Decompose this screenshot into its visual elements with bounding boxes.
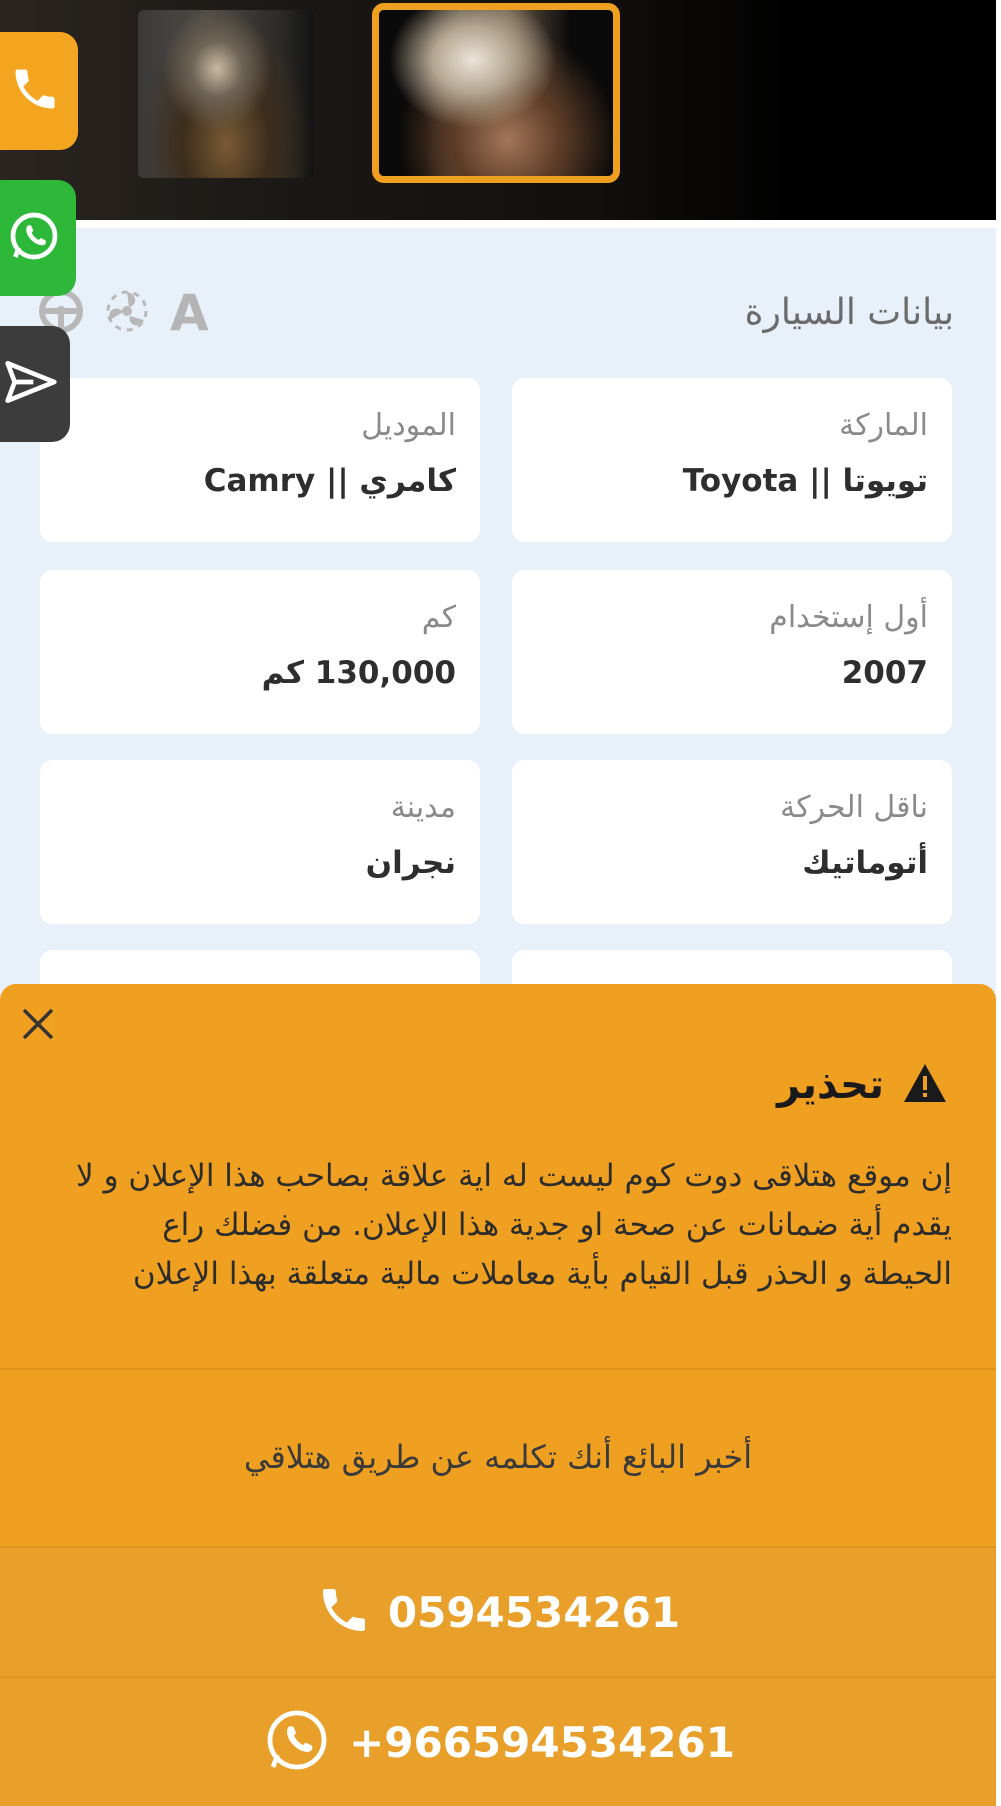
spec-label: كم xyxy=(421,600,456,635)
gallery-thumbnail[interactable] xyxy=(138,10,314,178)
spec-label: أول إستخدام xyxy=(769,600,928,635)
spec-value: كامري || Camry xyxy=(203,463,456,499)
divider xyxy=(0,1368,996,1370)
spec-value: 2007 xyxy=(841,655,928,691)
close-icon[interactable] xyxy=(18,1004,58,1044)
transmission-auto-icon: A xyxy=(170,284,209,342)
phone-icon xyxy=(316,1582,372,1642)
spec-label: مدينة xyxy=(390,790,456,825)
warning-text: إن موقع هتلاقى دوت كوم ليست له اية علاقة بصاحب هذا الإعلان و لا يقدم أية ضمانات عن صحة او جدية هذا الإعلان. من فضلك راع الحيطة و الحذر قبل القيام بأية معاملات مالية متعلقة بهذا الإعلان xyxy=(76,1158,952,1292)
spec-label: الماركة xyxy=(839,408,928,443)
phone-number: 0594534261 xyxy=(387,1587,681,1637)
tell-seller-note: أخبر البائع أنك تكلمه عن طريق هتلاقي xyxy=(243,1438,753,1476)
floating-call-button[interactable] xyxy=(0,32,78,150)
warning-icon xyxy=(902,1062,948,1108)
image-gallery xyxy=(0,0,996,220)
spec-value: نجران xyxy=(365,845,456,881)
whatsapp-icon xyxy=(6,208,62,268)
floating-whatsapp-button[interactable] xyxy=(0,180,76,296)
spec-label: ناقل الحركة xyxy=(780,790,928,825)
section-title: بيانات السيارة xyxy=(744,292,954,333)
phone-icon xyxy=(9,63,61,119)
whatsapp-number: +966594534261 xyxy=(349,1717,735,1767)
spec-label: الموديل xyxy=(361,408,456,443)
spec-value: 130,000 كم xyxy=(261,655,456,691)
spec-card-brand xyxy=(512,378,952,542)
modal-title: تحذير xyxy=(777,1062,884,1108)
whatsapp-icon xyxy=(261,1704,333,1780)
call-seller-button[interactable] xyxy=(0,1548,996,1676)
whatsapp-seller-button[interactable] xyxy=(0,1678,996,1806)
fan-icon xyxy=(104,288,150,338)
spec-card-first-use xyxy=(512,570,952,734)
gallery-thumbnail-selected[interactable] xyxy=(372,3,620,183)
spec-card-city xyxy=(40,760,480,924)
warning-modal xyxy=(0,984,996,1806)
floating-share-button[interactable] xyxy=(0,326,70,442)
modal-header xyxy=(777,1062,948,1108)
share-icon xyxy=(3,354,59,414)
spec-card-model xyxy=(40,378,480,542)
spec-value: أتوماتيك xyxy=(802,845,928,881)
spec-value: تويوتا || Toyota xyxy=(682,463,928,499)
spec-card-transmission xyxy=(512,760,952,924)
spec-card-mileage xyxy=(40,570,480,734)
